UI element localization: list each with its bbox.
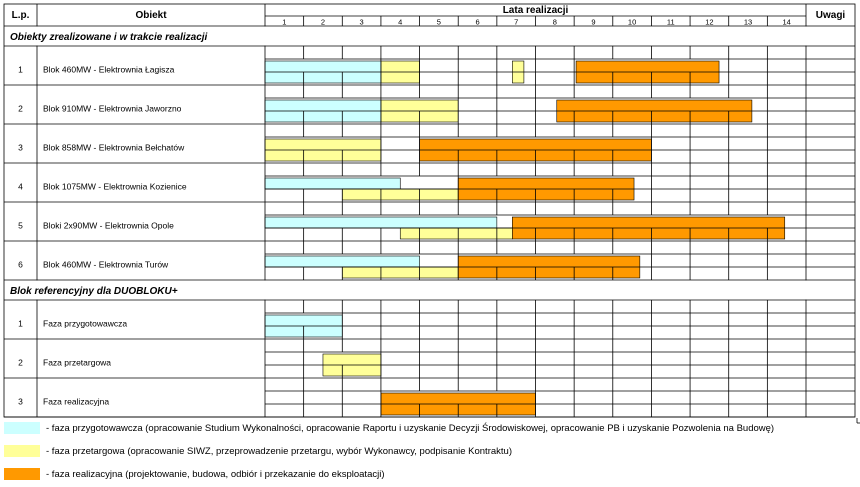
legend-label-tender: - faza przetargowa (opracowanie SIWZ, przeprowadzenie przetargu, wybór Wykonawcy, podpisanie Kontraktu): [46, 446, 512, 457]
header-years: Lata realizacji: [502, 5, 569, 16]
year-tick-3: 3: [359, 17, 364, 27]
bar-tender-s0-r3-p1: [342, 189, 458, 200]
legend-swatch-prep: [4, 422, 40, 434]
header-remarks: Uwagi: [815, 10, 846, 21]
year-tick-1: 1: [282, 17, 287, 27]
legend-item-prep: [0, 422, 860, 436]
row-name-s0-r2: Blok 858MW - Elektrownia Bełchatów: [43, 142, 185, 153]
year-tick-10: 10: [627, 17, 637, 27]
row-lp-s0-r2: 3: [18, 142, 23, 153]
legend-item-build: [0, 468, 860, 482]
row-name-s1-r0: Faza przygotowawcza: [43, 318, 128, 329]
year-tick-14: 14: [782, 17, 791, 27]
year-tick-11: 11: [666, 17, 675, 27]
year-tick-5: 5: [436, 17, 441, 27]
bar-prep-s0-r5-p0: [265, 256, 420, 267]
row-lp-s1-r2: 3: [18, 396, 23, 407]
section-title-0: Obiekty zrealizowane i w trakcie realizacji: [10, 32, 208, 43]
row-name-s1-r1: Faza przetargowa: [43, 357, 112, 368]
year-tick-12: 12: [705, 17, 714, 27]
year-tick-4: 4: [398, 17, 403, 27]
row-lp-s0-r0: 1: [18, 64, 23, 75]
year-tick-6: 6: [475, 17, 480, 27]
row-lp-s0-r1: 2: [18, 103, 23, 114]
row-lp-s0-r4: 5: [18, 220, 23, 231]
bar-prep-s0-r4-p0: [265, 217, 497, 228]
row-name-s0-r4: Bloki 2x90MW - Elektrownia Opole: [43, 220, 174, 231]
year-tick-2: 2: [320, 17, 326, 27]
legend-label-prep: - faza przygotowawcza (opracowanie Studium Wykonalności, opracowanie Raportu i uzyskanie Decyzji Środowiskowej, opracowanie PB i uzyskanie Pozwolenia na Budowę): [46, 423, 775, 434]
bar-tender-s0-r4-p1: [400, 228, 512, 239]
legend-swatch-tender: [4, 445, 40, 457]
row-name-s0-r0: Blok 460MW - Elektrownia Łagisza: [43, 64, 175, 75]
row-name-s0-r1: Blok 910MW - Elektrownia Jaworzno: [43, 103, 182, 114]
header-lp: L.p.: [11, 10, 30, 21]
bar-tender-s0-r5-p1: [342, 267, 458, 278]
year-tick-8: 8: [552, 17, 557, 27]
legend-label-build: - faza realizacyjna (projektowanie, budowa, odbiór i przekazanie do eksploatacji): [46, 469, 385, 480]
legend-swatch-build: [4, 468, 40, 480]
row-lp-s1-r1: 2: [18, 357, 23, 368]
row-lp-s0-r5: 6: [18, 259, 23, 270]
bar-prep-s0-r3-p0: [265, 178, 400, 189]
row-lp-s0-r3: 4: [18, 181, 23, 192]
section-title-1: Blok referencyjny dla DUOBLOKU+: [10, 286, 178, 297]
legend-item-tender: [0, 445, 860, 459]
header-object: Obiekt: [135, 10, 167, 21]
year-tick-13: 13: [743, 17, 753, 27]
row-name-s0-r5: Blok 460MW - Elektrownia Turów: [43, 259, 169, 270]
row-name-s1-r2: Faza realizacyjna: [43, 396, 110, 407]
year-tick-7: 7: [514, 17, 519, 27]
row-lp-s1-r0: 1: [18, 318, 23, 329]
row-name-s0-r3: Blok 1075MW - Elektrownia Kozienice: [43, 181, 187, 192]
year-tick-9: 9: [591, 17, 596, 27]
